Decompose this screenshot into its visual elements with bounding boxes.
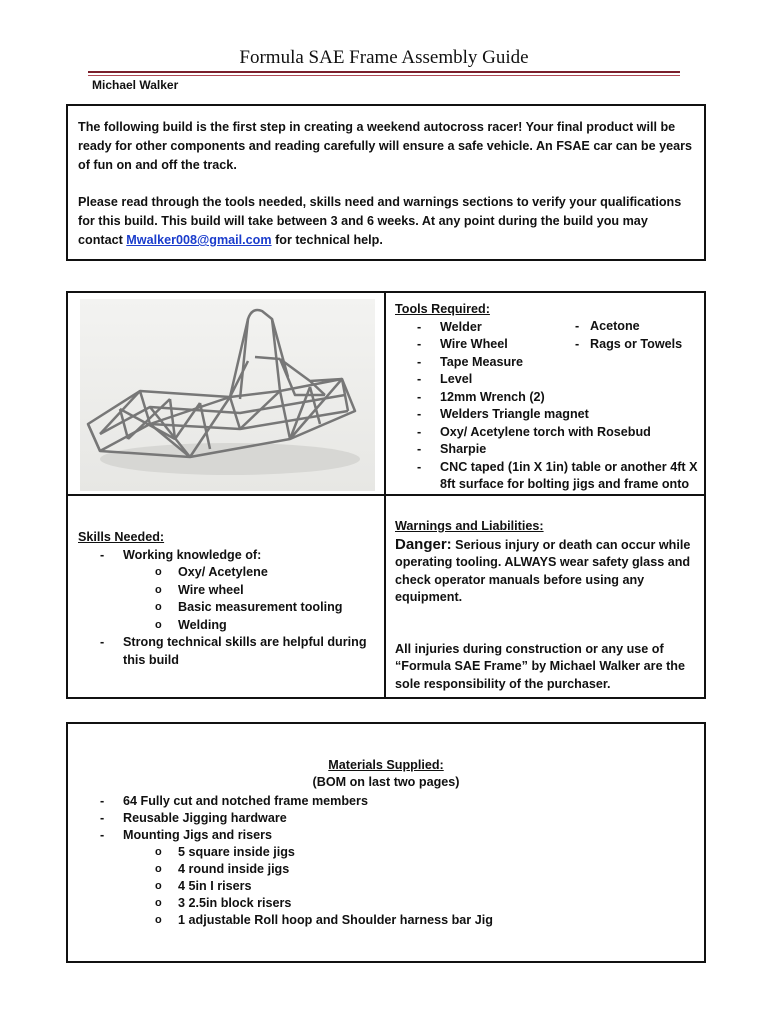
list-item: o 5 square inside jigs [78, 844, 678, 861]
skills-heading: Skills Needed: [78, 530, 165, 544]
skills-sublist [78, 564, 378, 634]
skills-list [78, 547, 378, 565]
tools-column-2 [575, 318, 682, 353]
list-item: - Rags or Towels [575, 336, 682, 354]
materials-header [68, 757, 704, 791]
list-item: - Welder [395, 319, 701, 337]
materials-subheading: (BOM on last two pages) [312, 775, 460, 789]
list-item: o 3 2.5in block risers [78, 895, 678, 912]
materials-box [66, 722, 706, 963]
grid-divider-horizontal [68, 494, 704, 496]
intro-paragraph-2-text: Please read through the tools needed, skills need and warnings sections to verify your qualifications for this build. This build will take between 3 and 6 weeks. At any point during the build you may contact [78, 195, 682, 247]
list-item: - 12mm Wrench (2) [395, 389, 701, 407]
list-item: - 64 Fully cut and notched frame members [78, 793, 678, 810]
list-item: o 1 adjustable Roll hoop and Shoulder harness bar Jig [78, 912, 678, 929]
danger-label: Danger: [395, 535, 452, 553]
tools-list-2 [575, 318, 682, 353]
title-rule-thin [88, 75, 680, 76]
intro-paragraph-1: The following build is the first step in creating a weekend autocross racer! Your final product will be ready for other components and reading carefully will ensure a safe vehicle. An FSAE car can be years of fun on and off the track. [78, 120, 693, 172]
list-item: - Wire Wheel [395, 336, 701, 354]
warnings-section [395, 518, 701, 693]
materials-list [78, 793, 678, 844]
list-item: - Oxy/ Acetylene torch with Rosebud [395, 424, 701, 442]
list-item: - Mounting Jigs and risers [78, 827, 678, 844]
warnings-heading: Warnings and Liabilities: [395, 519, 544, 533]
skills-list-2 [78, 634, 378, 669]
liability-paragraph: All injuries during construction or any use of “Formula SAE Frame” by Michael Walker are the sole responsibility of the purchaser. [395, 641, 685, 691]
contact-email-link[interactable]: Mwalker008@gmail.com [126, 233, 272, 247]
intro-box [66, 104, 706, 261]
danger-paragraph [395, 536, 701, 607]
list-item: - Tape Measure [395, 354, 701, 372]
list-item: o 4 5in I risers [78, 878, 678, 895]
info-grid [66, 291, 706, 699]
list-item: o Welding [78, 617, 378, 635]
list-item: o Oxy/ Acetylene [78, 564, 378, 582]
materials-sublist [78, 844, 678, 929]
list-item: - Sharpie [395, 441, 701, 459]
intro-paragraph-2-end: for technical help. [271, 233, 383, 247]
list-item: - Strong technical skills are helpful during this build [78, 634, 378, 669]
list-item: o 4 round inside jigs [78, 861, 678, 878]
tools-heading: Tools Required: [395, 302, 490, 316]
title-rule [88, 71, 680, 73]
list-item: - Welders Triangle magnet [395, 406, 701, 424]
list-item: - Reusable Jigging hardware [78, 810, 678, 827]
author-name: Michael Walker [92, 78, 179, 92]
list-item: - Level [395, 371, 701, 389]
document-title: Formula SAE Frame Assembly Guide [239, 47, 529, 68]
list-item: - CNC taped (1in X 1in) table or another 4ft X 8ft surface for bolting jigs and frame onto [395, 459, 701, 494]
list-item: o Basic measurement tooling [78, 599, 378, 617]
materials-list-wrap [78, 793, 678, 929]
intro-paragraph-2 [78, 193, 694, 250]
list-item: o Wire wheel [78, 582, 378, 600]
list-item: - Acetone [575, 318, 682, 336]
list-item: - Working knowledge of: [78, 547, 378, 565]
skills-section [78, 529, 378, 669]
tools-section [395, 301, 701, 494]
danger-text: Serious injury or death can occur while operating tooling. ALWAYS wear safety glass and check operator manuals before using any equipment. [395, 537, 691, 604]
materials-heading: Materials Supplied: [328, 758, 444, 772]
frame-render-image [80, 299, 375, 491]
